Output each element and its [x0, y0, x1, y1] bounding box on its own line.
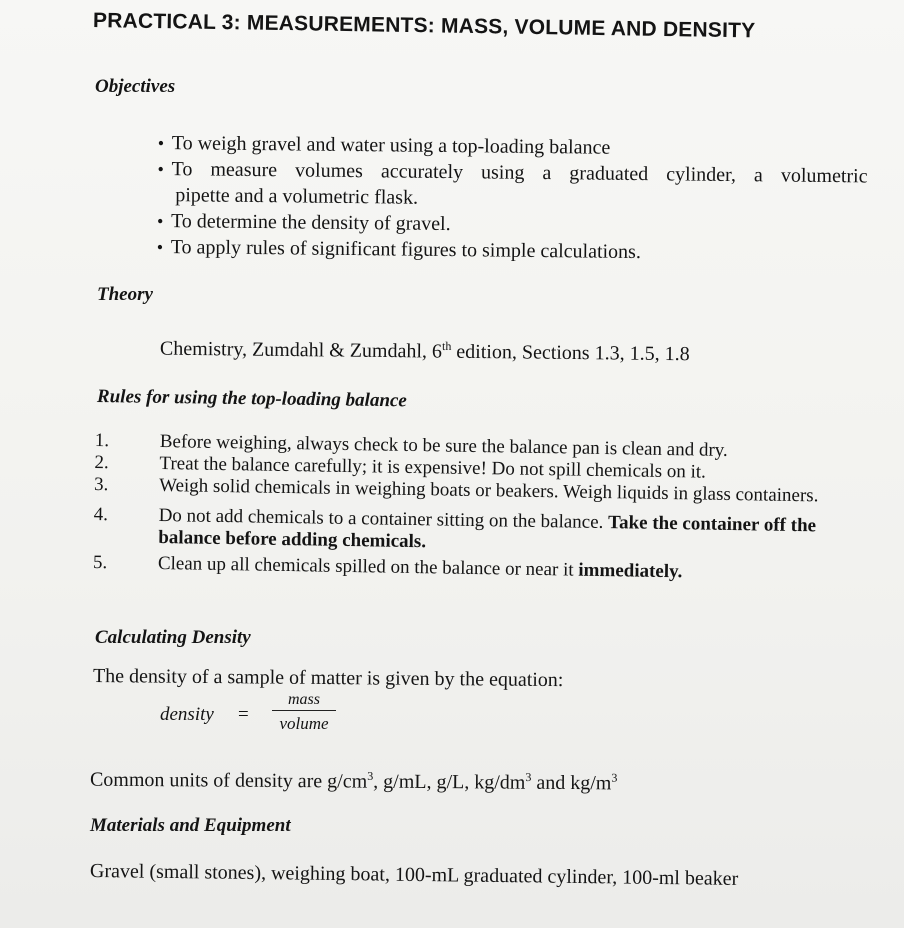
- materials-heading: Materials and Equipment: [90, 815, 291, 836]
- density-intro: The density of a sample of matter is given by the equation:: [92, 665, 564, 692]
- objectives-heading: Objectives: [95, 76, 176, 97]
- rules-list: [93, 430, 840, 586]
- theory-heading: Theory: [97, 284, 153, 305]
- list-item: • To determine the density of gravel.: [157, 208, 867, 241]
- equation-fraction: [272, 690, 336, 737]
- rule-item: 3. Weigh solid chemicals in weighing boats or beakers. Weigh liquids in glass containers.: [93, 473, 819, 507]
- equals-sign: =: [238, 704, 249, 725]
- bullet-icon: •: [156, 210, 164, 232]
- rule-item: 5. Clean up all chemicals spilled on the balance or near it immediately.: [92, 551, 683, 583]
- bullet-icon: •: [157, 158, 165, 180]
- bullet-icon: •: [156, 236, 164, 258]
- materials-list: Gravel (small stones), weighing boat, 100-mL graduated cylinder, 100-ml beaker: [89, 860, 739, 890]
- page-title: PRACTICAL 3: MEASUREMENTS: MASS, VOLUME AND DENSITY: [92, 9, 756, 43]
- rule-item: 1. Before weighing, always check to be sure the balance pan is clean and dry.: [94, 430, 728, 461]
- density-units: Common units of density are $g/cm^3$, g/mL, g/L, $kg/dm^3$ and $kg/m^3$: [89, 768, 618, 795]
- list-item: • To weigh gravel and water using a top-loading balance: [158, 130, 868, 163]
- rules-heading: Rules for using the top-loading balance: [96, 386, 407, 412]
- objectives-list: [157, 130, 868, 267]
- density-heading: Calculating Density: [95, 627, 251, 648]
- bullet-icon: •: [157, 132, 165, 154]
- list-item: • To apply rules of significant figures to simple calculations.: [157, 234, 867, 267]
- rule-item: 2. Treat the balance carefully; it is expensive! Do not spill chemicals on it.: [94, 451, 707, 483]
- equation-lhs: density: [160, 704, 214, 725]
- fraction-denominator: volume: [279, 714, 329, 733]
- list-item-continuation: pipette and a volumetric flask.: [175, 184, 419, 209]
- fraction-numerator: mass: [272, 690, 336, 711]
- theory-reference: Chemistry, Zumdahl & Zumdahl, 6th edition, Sections 1.3, 1.5, 1.8: [159, 337, 690, 366]
- list-item: • To measure volumes accurately using a graduated cylinder, a volumetric: [157, 156, 867, 189]
- rule-item: 4. Do not add chemicals to a container sitting on the balance. Take the container off the balance before adding chemicals.: [93, 503, 817, 553]
